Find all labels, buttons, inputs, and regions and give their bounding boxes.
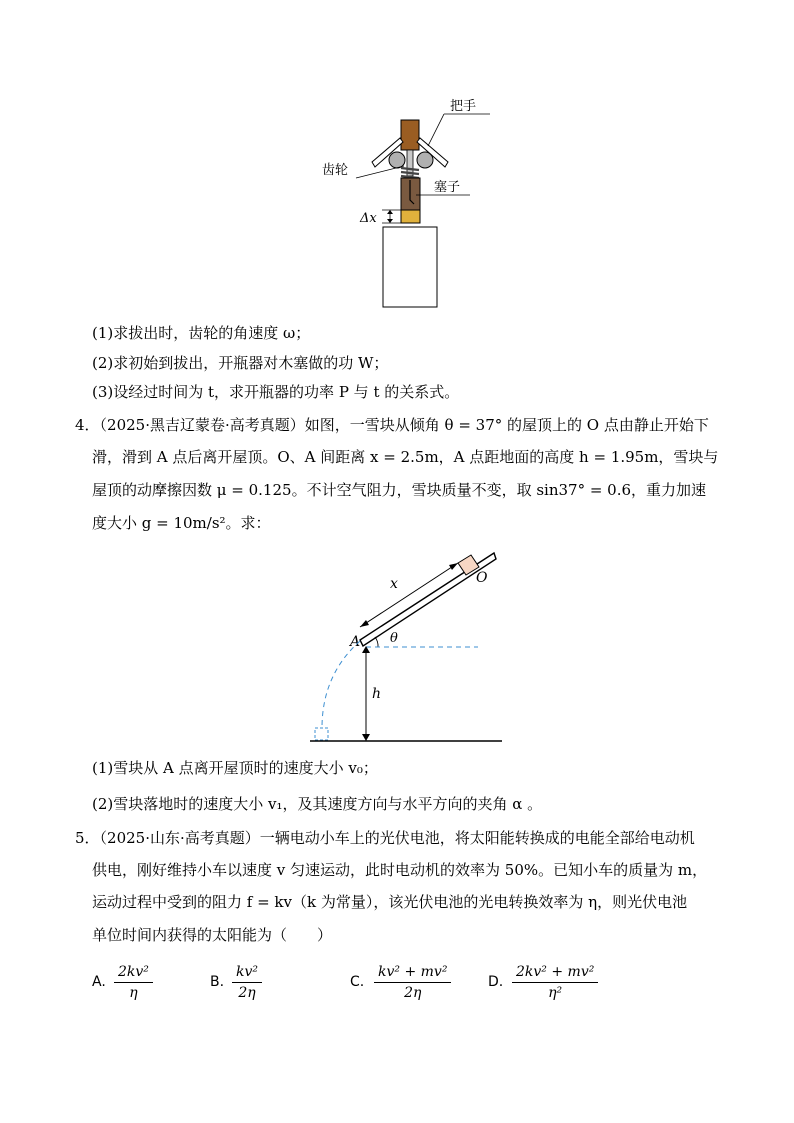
q5-line-2: 供电，刚好维持小车以速度 v 匀速运动，此时电动机的效率为 50%。已知小车的质量为 m，	[92, 861, 708, 879]
gear-left	[389, 152, 405, 168]
q4-line-3: 屋顶的动摩擦因数 μ = 0.125。不计空气阻力，雪块质量不变，取 sin37° = 0.6，重力加速	[92, 481, 707, 499]
option-d-fraction: 2kv² + mv² η²	[512, 962, 598, 1003]
option-b[interactable]	[210, 962, 290, 1006]
option-c-label: C.	[350, 974, 365, 990]
option-c[interactable]	[350, 962, 470, 1006]
q3-sub-1: (1)求拔出时，齿轮的角速度 ω；	[92, 324, 311, 342]
snow-block-figure	[300, 545, 520, 747]
q4-line-1: 4．（2025·黑吉辽蒙卷·高考真题）如图，一雪块从倾角 θ = 37° 的屋顶上的 O 点由静止开始下	[75, 416, 709, 434]
option-b-label: B.	[210, 974, 225, 990]
trajectory	[322, 641, 360, 728]
label-delta-x: Δx	[360, 211, 377, 226]
q3-sub-2: (2)求初始到拔出，开瓶器对木塞做的功 W；	[92, 354, 389, 372]
q3-sub-3: (3)设经过时间为 t，求开瓶器的功率 P 与 t 的关系式。	[92, 383, 460, 401]
q5-line-4: 单位时间内获得的太阳能为（ ）	[92, 926, 333, 944]
label-stopper: 塞子	[434, 180, 461, 195]
landed-block	[315, 728, 328, 740]
option-d[interactable]	[488, 962, 618, 1006]
opener-spring	[401, 168, 419, 178]
bottle-opener-figure	[322, 92, 510, 314]
label-O: O	[476, 570, 488, 586]
q4-sub-1: (1)雪块从 A 点离开屋顶时的速度大小 v₀；	[92, 759, 378, 777]
label-h: h	[372, 686, 382, 702]
option-d-label: D.	[488, 974, 504, 990]
option-a-fraction: 2kv² η	[114, 962, 153, 1003]
q4-line-4: 度大小 g = 10m/s²。求：	[92, 514, 271, 532]
label-theta: θ	[390, 631, 398, 646]
q4-sub-2: (2)雪块落地时的速度大小 v₁，及其速度方向与水平方向的夹角 α 。	[92, 795, 543, 813]
q5-line-1: 5．（2025·山东·高考真题）一辆电动小车上的光伏电池，将太阳能转换成的电能全部给电动机	[75, 829, 695, 847]
label-A: A	[350, 634, 361, 650]
gear-right	[417, 152, 433, 168]
label-gear: 齿轮	[322, 163, 349, 178]
q4-line-2: 滑，滑到 A 点后离开屋顶。O、A 间距离 x = 2.5m，A 点距地面的高度 h = 1.95m，雪块与	[92, 448, 719, 466]
option-a[interactable]	[92, 962, 172, 1006]
option-c-fraction: kv² + mv² 2η	[374, 962, 451, 1003]
opener-handle-bar	[401, 120, 419, 150]
label-handle: 把手	[450, 99, 477, 114]
label-x: x	[390, 576, 398, 592]
q5-line-3: 运动过程中受到的阻力 f = kv（k 为常量），该光伏电池的光电转换效率为 η，则光伏电池	[92, 893, 688, 911]
stopper-lower	[401, 210, 420, 223]
bottle	[383, 227, 437, 307]
option-b-fraction: kv² 2η	[232, 962, 262, 1003]
option-a-label: A.	[92, 974, 106, 990]
